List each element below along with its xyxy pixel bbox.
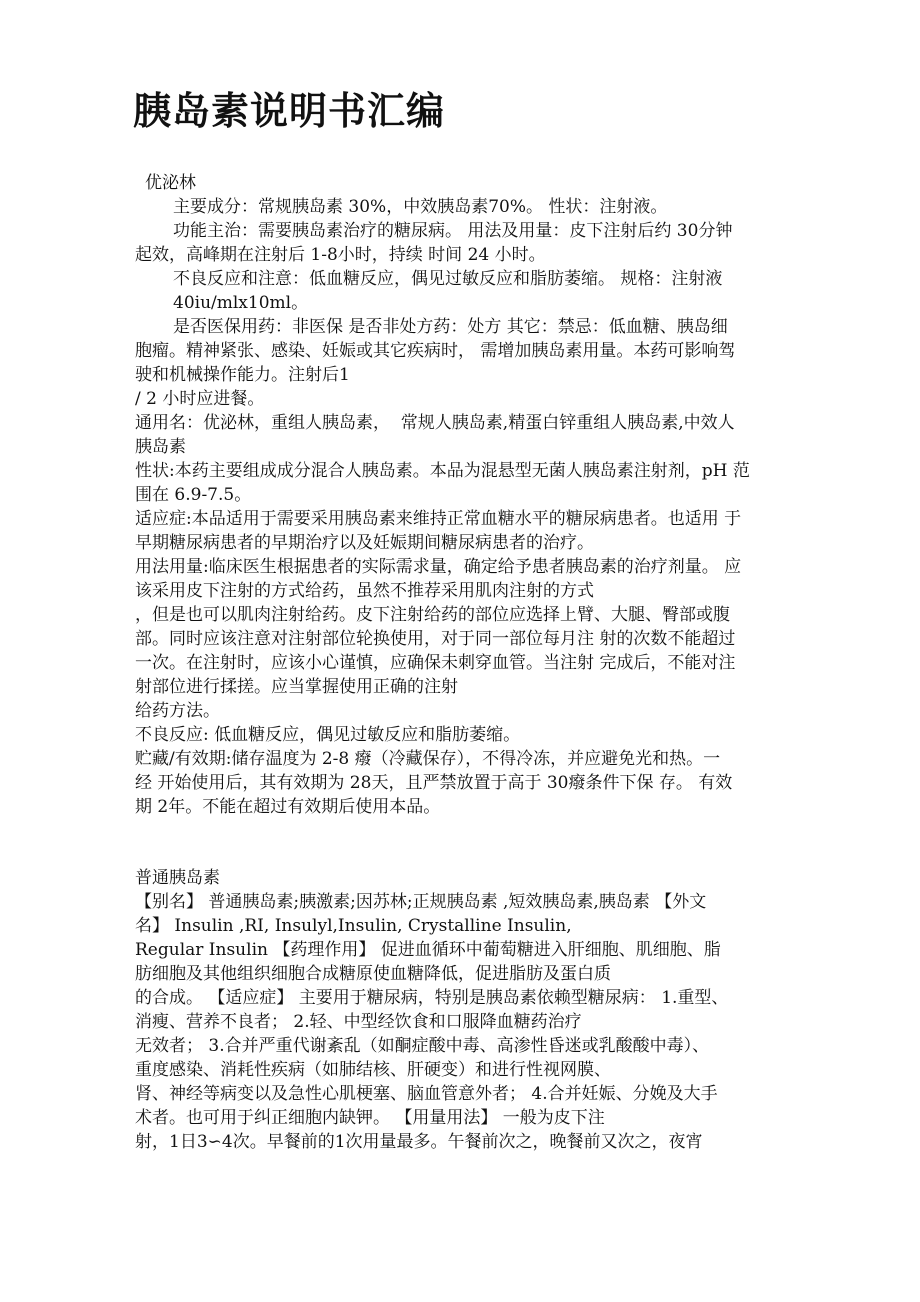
text-line: 贮藏/有效期:储存温度为 2-8 癈（冷藏保存），不得冷冻，并应避免光和热。一 bbox=[135, 749, 721, 769]
text-line: 性状:本药主要组成成分混合人胰岛素。本品为混悬型无菌人胰岛素注射剂，pH 范 bbox=[135, 461, 750, 481]
text-line: 重度感染、消耗性疾病（如肺结核、肝硬变）和进行性视网膜、 bbox=[135, 1060, 611, 1080]
text-line: 用法用量:临床医生根据患者的实际需求量，确定给予患者胰岛素的治疗剂量。 应 bbox=[135, 557, 742, 577]
text-line: 经 开始使用后，其有效期为 28天，且严禁放置于高于 30癈条件下保 存。 有效 bbox=[135, 773, 733, 793]
text-line: 肾、神经等病变以及急性心肌梗塞、脑血管意外者； 4.合并妊娠、分娩及大手 bbox=[135, 1084, 718, 1104]
text-line: 【别名】 普通胰岛素;胰激素;因苏林;正规胰岛素 ,短效胰岛素,胰岛素 【外文 bbox=[135, 892, 707, 912]
text-line: 无效者； 3.合并严重代谢紊乱（如酮症酸中毒、高渗性昏迷或乳酸酸中毒）、 bbox=[135, 1036, 710, 1056]
text-line: 不良反应: 低血糖反应，偶见过敏反应和脂肪萎缩。 bbox=[135, 725, 521, 745]
text-line: 起效，高峰期在注射后 1-8小时，持续 时间 24 小时。 bbox=[135, 245, 546, 265]
text-line: / 2 小时应进餐。 bbox=[135, 389, 265, 409]
text-line: 驶和机械操作能力。注射后1 bbox=[135, 365, 350, 385]
text-line: 该采用皮下注射的方式给药，虽然不推荐采用肌肉注射的方式 bbox=[135, 581, 594, 601]
text-line: 40iu/mlx10ml。 bbox=[173, 293, 309, 313]
text-line: 名】 Insulin ,RI, Insulyl,Insulin, Crystalline Insulin, bbox=[135, 916, 572, 936]
section-youmilin bbox=[135, 171, 805, 819]
text-line: 术者。也可用于纠正细胞内缺钾。 【用量用法】 一般为皮下注 bbox=[135, 1108, 605, 1128]
text-line: 适应症:本品适用于需要采用胰岛素来维持正常血糖水平的糖尿病患者。也适用 于 bbox=[135, 509, 742, 529]
text-line: 主要成分：常规胰岛素 30%，中效胰岛素70%。 性状：注射液。 bbox=[173, 197, 668, 217]
text-line: 的合成。 【适应症】 主要用于糖尿病，特别是胰岛素依赖型糖尿病： 1.重型、 bbox=[135, 988, 729, 1008]
section-heading: 普通胰岛素 bbox=[135, 868, 220, 888]
text-line: ，但是也可以肌肉注射给药。皮下注射给药的部位应选择上臂、大腿、臀部或腹 bbox=[135, 605, 730, 625]
text-line: 不良反应和注意：低血糖反应，偶见过敏反应和脂肪萎缩。 规格：注射液 bbox=[173, 269, 723, 289]
text-line: 功能主治：需要胰岛素治疗的糖尿病。 用法及用量：皮下注射后约 30分钟 bbox=[173, 221, 733, 241]
document-title: 胰岛素说明书汇编 bbox=[133, 89, 446, 133]
text-line: 是否医保用药：非医保 是否非处方药：处方 其它：禁忌：低血糖、胰岛细 bbox=[173, 317, 728, 337]
text-line: 消瘦、营养不良者； 2.轻、中型经饮食和口服降血糖药治疗 bbox=[135, 1012, 582, 1032]
text-line: 肪细胞及其他组织细胞合成糖原使血糖降低，促进脂肪及蛋白质 bbox=[135, 964, 611, 984]
text-line: 一次。在注射时，应该小心谨慎，应确保未刺穿血管。当注射 完成后，不能对注 bbox=[135, 653, 736, 673]
section-regular-insulin bbox=[135, 866, 805, 1154]
text-line: Regular Insulin 【药理作用】 促进血循环中葡萄糖进入肝细胞、肌细胞、脂 bbox=[135, 940, 721, 960]
text-line: 射，1日3∽4次。早餐前的1次用量最多。午餐前次之，晚餐前又次之，夜宵 bbox=[135, 1132, 703, 1152]
text-line: 期 2年。不能在超过有效期后使用本品。 bbox=[135, 797, 441, 817]
text-line: 胰岛素 bbox=[135, 437, 186, 457]
text-line: 给药方法。 bbox=[135, 701, 220, 721]
text-line: 胞瘤。精神紧张、感染、妊娠或其它疾病时， 需增加胰岛素用量。本药可影响驾 bbox=[135, 341, 736, 361]
text-line: 通用名：优泌林，重组人胰岛素， 常规人胰岛素,精蛋白锌重组人胰岛素,中效人 bbox=[135, 413, 735, 433]
text-line: 射部位进行揉搓。应当掌握使用正确的注射 bbox=[135, 677, 458, 697]
text-line: 早期糖尿病患者的早期治疗以及妊娠期间糖尿病患者的治疗。 bbox=[135, 533, 594, 553]
text-line: 部。同时应该注意对注射部位轮换使用，对于同一部位每月注 射的次数不能超过 bbox=[135, 629, 736, 649]
text-line: 围在 6.9-7.5。 bbox=[135, 485, 252, 505]
section-heading: 优泌林 bbox=[145, 173, 196, 193]
